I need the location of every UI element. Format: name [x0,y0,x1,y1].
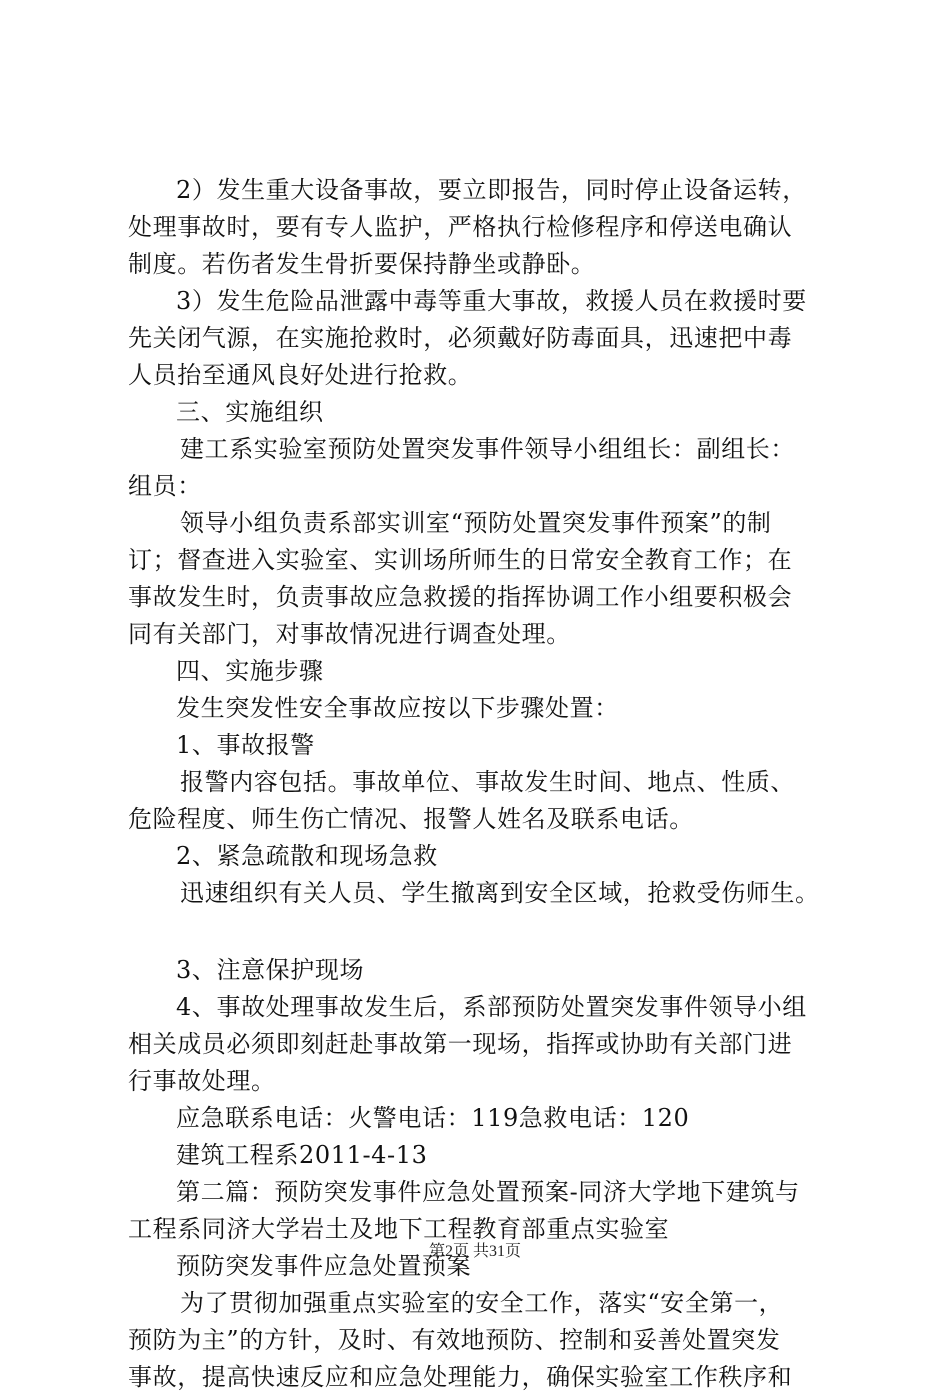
document-body [128,172,833,1396]
paragraph-line: 制度。若伤者发生骨折要保持静坐或静卧。 [128,250,596,278]
blank-line [128,912,833,952]
paragraph-line: 人员抬至通风良好处进行抢救。 [128,361,473,389]
section-heading: 四、实施步骤 [176,657,324,685]
paragraph-line: 同有关部门，对事故情况进行调查处理。 [128,620,571,648]
paragraph-line: 组员： [128,472,202,500]
paragraph-line: 发生突发性安全事故应按以下步骤处置： [176,694,619,722]
paragraph-line: 相关成员必须即刻赶赴事故第一现场，指挥或协助有关部门进 [128,1030,793,1058]
paragraph-line: 2）发生重大设备事故，要立即报告，同时停止设备运转， [176,176,807,204]
paragraph-line: 迅速组织有关人员、学生撤离到安全区域，抢救受伤师生。 [180,879,820,907]
paragraph-line: 先关闭气源，在实施抢救时，必须戴好防毒面具，迅速把中毒 [128,324,793,352]
sub-heading: 2、紧急疏散和现场急救 [176,842,438,870]
paragraph-line: 建工系实验室预防处置突发事件领导小组组长：副组长： [180,435,795,463]
paragraph-line: 订；督查进入实验室、实训场所师生的日常安全教育工作；在 [128,546,793,574]
sub-heading: 1、事故报警 [176,731,315,759]
paragraph-line: 领导小组负责系部实训室“预防处置突发事件预案”的制 [180,509,772,537]
paragraph-line: 报警内容包括。事故单位、事故发生时间、地点、性质、 [180,768,795,796]
section-heading: 三、实施组织 [176,398,324,426]
paragraph-line: 3）发生危险品泄露中毒等重大事故，救援人员在救援时要 [176,287,807,315]
paragraph-line: 事故发生时，负责事故应急救援的指挥协调工作小组要积极会 [128,583,793,611]
contact-line: 应急联系电话：火警电话：119急救电话：120 [176,1104,690,1132]
chapter-title: 工程系同济大学岩土及地下工程教育部重点实验室 [128,1215,670,1243]
paragraph-line: 事故，提高快速反应和应急处理能力，确保实验室工作秩序和 [128,1363,793,1391]
sub-heading: 3、注意保护现场 [176,956,365,984]
paragraph-line: 危险程度、师生伤亡情况、报警人姓名及联系电话。 [128,805,694,833]
signature-line: 建筑工程系2011-4-13 [176,1141,428,1169]
paragraph-line: 为了贯彻加强重点实验室的安全工作，落实“安全第一， [180,1289,784,1317]
page-number: 第2页 共31页 [428,1243,521,1260]
paragraph-line: 行事故处理。 [128,1067,276,1095]
chapter-title: 第二篇：预防突发事件应急处置预案-同济大学地下建筑与 [176,1178,800,1206]
sub-title: 预防突发事件应急处置预案 [176,1252,472,1280]
paragraph-line: 4、事故处理事故发生后，系部预防处置突发事件领导小组 [176,993,807,1021]
paragraph-line: 预防为主”的方针，及时、有效地预防、控制和妥善处置突发 [128,1326,781,1354]
paragraph-line: 处理事故时，要有专人监护，严格执行检修程序和停送电确认 [128,213,793,241]
